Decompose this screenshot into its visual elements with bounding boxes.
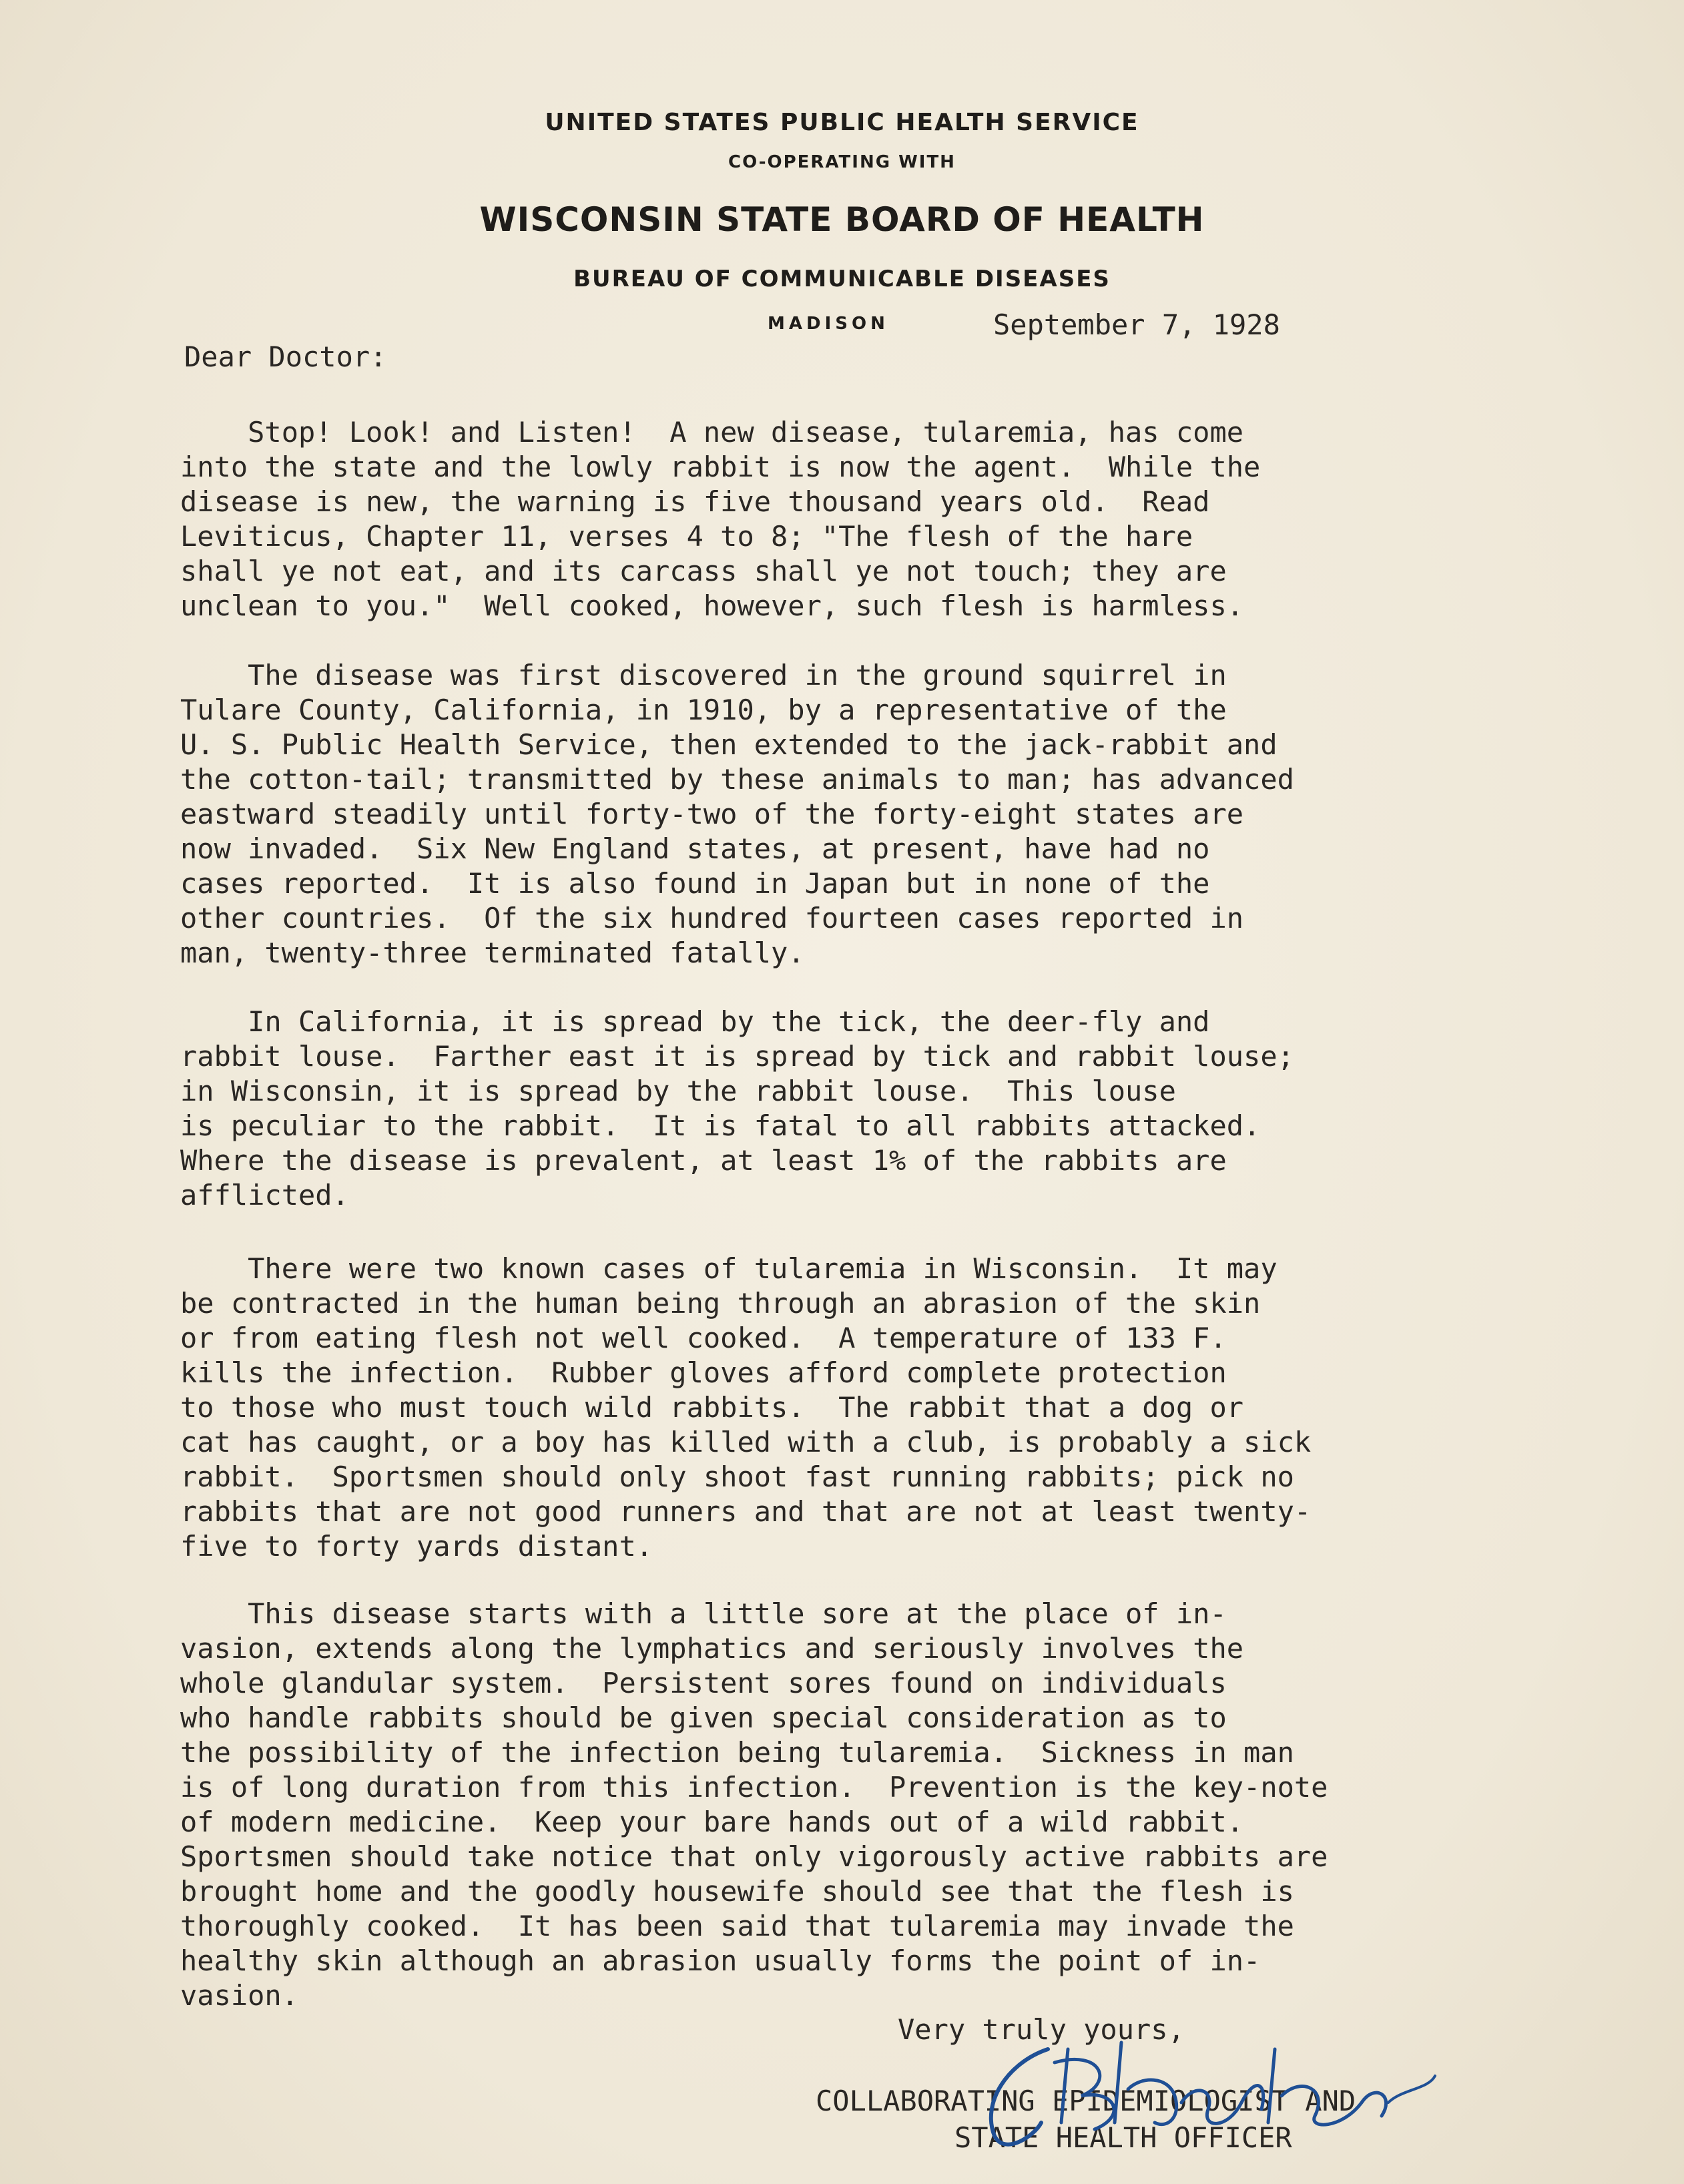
paragraph-line: the possibility of the infection being tularemia. Sickness in man xyxy=(180,1736,1294,1769)
paragraph-line: vasion. xyxy=(180,1979,299,2012)
paragraph-line: whole glandular system. Persistent sores found on individuals xyxy=(180,1667,1227,1699)
letterhead-cooperating: CO-OPERATING WITH xyxy=(728,152,956,172)
paragraph-line: rabbit louse. Farther east it is spread by tick and rabbit louse; xyxy=(180,1040,1294,1073)
paragraph-line: This disease starts with a little sore at the place of in- xyxy=(180,1597,1227,1630)
paragraph-line: cat has caught, or a boy has killed with a club, is probably a sick xyxy=(180,1426,1312,1458)
closing: Very truly yours, xyxy=(898,2013,1185,2046)
paragraph-line: or from eating flesh not well cooked. A temperature of 133 F. xyxy=(180,1322,1227,1354)
paragraph xyxy=(180,1005,1294,1213)
paragraph-line: rabbits that are not good runners and that are not at least twenty- xyxy=(180,1495,1312,1528)
paragraph-line: Leviticus, Chapter 11, verses 4 to 8; "The flesh of the hare xyxy=(180,520,1193,553)
handwritten-signature xyxy=(968,2022,1475,2156)
paragraph-line: in Wisconsin, it is spread by the rabbit louse. This louse xyxy=(180,1075,1176,1107)
paragraph-line: be contracted in the human being through an abrasion of the skin xyxy=(180,1287,1261,1320)
paragraph-line: kills the infection. Rubber gloves afford complete protection xyxy=(180,1356,1227,1389)
paragraph xyxy=(180,1252,1311,1564)
paragraph-line: rabbit. Sportsmen should only shoot fast running rabbits; pick no xyxy=(180,1460,1294,1493)
paragraph-line: other countries. Of the six hundred fourteen cases reported in xyxy=(180,902,1244,934)
paragraph-line: five to forty yards distant. xyxy=(180,1530,653,1563)
paragraph-line: is peculiar to the rabbit. It is fatal to all rabbits attacked. xyxy=(180,1109,1261,1142)
paragraph-line: unclean to you." Well cooked, however, such flesh is harmless. xyxy=(180,589,1244,622)
paragraph-line: The disease was first discovered in the ground squirrel in xyxy=(180,659,1227,692)
letterhead-bureau: BUREAU OF COMMUNICABLE DISEASES xyxy=(573,266,1111,292)
letterhead-agency: UNITED STATES PUBLIC HEALTH SERVICE xyxy=(545,109,1139,136)
paragraph-line: who handle rabbits should be given special consideration as to xyxy=(180,1701,1227,1734)
paragraph xyxy=(180,658,1294,971)
letterhead-city: MADISON xyxy=(768,314,889,334)
paragraph-line: disease is new, the warning is five thousand years old. Read xyxy=(180,485,1210,518)
paragraph-line: Sportsmen should take notice that only vigorously active rabbits are xyxy=(180,1840,1328,1873)
letterhead-board: WISCONSIN STATE BOARD OF HEALTH xyxy=(479,200,1205,239)
paragraph-line: healthy skin although an abrasion usually forms the point of in- xyxy=(180,1944,1261,1977)
paragraph-line: is of long duration from this infection. Prevention is the key-note xyxy=(180,1771,1328,1804)
paragraph-line: afflicted. xyxy=(180,1179,349,1211)
paragraph-line: the cotton-tail; transmitted by these animals to man; has advanced xyxy=(180,763,1294,796)
signature-office: STATE HEALTH OFFICER xyxy=(954,2121,1292,2154)
paragraph-line: now invaded. Six New England states, at present, have had no xyxy=(180,832,1210,865)
paragraph-line: man, twenty-three terminated fatally. xyxy=(180,936,805,969)
paragraph-line: to those who must touch wild rabbits. The rabbit that a dog or xyxy=(180,1391,1244,1424)
paragraph-line: In California, it is spread by the tick, the deer-fly and xyxy=(180,1005,1210,1038)
paragraph-line: Where the disease is prevalent, at least 1% of the rabbits are xyxy=(180,1144,1227,1177)
paragraph xyxy=(180,415,1260,623)
paragraph-line: There were two known cases of tularemia in Wisconsin. It may xyxy=(180,1252,1278,1285)
paragraph-line: thoroughly cooked. It has been said that tularemia may invade the xyxy=(180,1910,1294,1942)
paragraph-line: U. S. Public Health Service, then extended to the jack-rabbit and xyxy=(180,728,1278,761)
letter-date: September 7, 1928 xyxy=(993,308,1280,341)
paragraph xyxy=(180,1597,1328,2013)
paragraph-line: of modern medicine. Keep your bare hands out of a wild rabbit. xyxy=(180,1806,1244,1838)
paragraph-line: vasion, extends along the lymphatics and seriously involves the xyxy=(180,1632,1244,1665)
signature-title: COLLABORATING EPIDEMIOLOGIST AND xyxy=(816,2085,1356,2117)
paragraph-line: shall ye not eat, and its carcass shall ye not touch; they are xyxy=(180,555,1227,587)
paragraph-line: into the state and the lowly rabbit is now the agent. While the xyxy=(180,451,1261,483)
paragraph-line: brought home and the goodly housewife should see that the flesh is xyxy=(180,1875,1294,1908)
paragraph-line: cases reported. It is also found in Japan but in none of the xyxy=(180,867,1210,900)
paragraph-line: eastward steadily until forty-two of the forty-eight states are xyxy=(180,798,1244,830)
salutation: Dear Doctor: xyxy=(184,340,387,373)
paragraph-line: Stop! Look! and Listen! A new disease, tularemia, has come xyxy=(180,416,1244,449)
paragraph-line: Tulare County, California, in 1910, by a representative of the xyxy=(180,694,1227,726)
